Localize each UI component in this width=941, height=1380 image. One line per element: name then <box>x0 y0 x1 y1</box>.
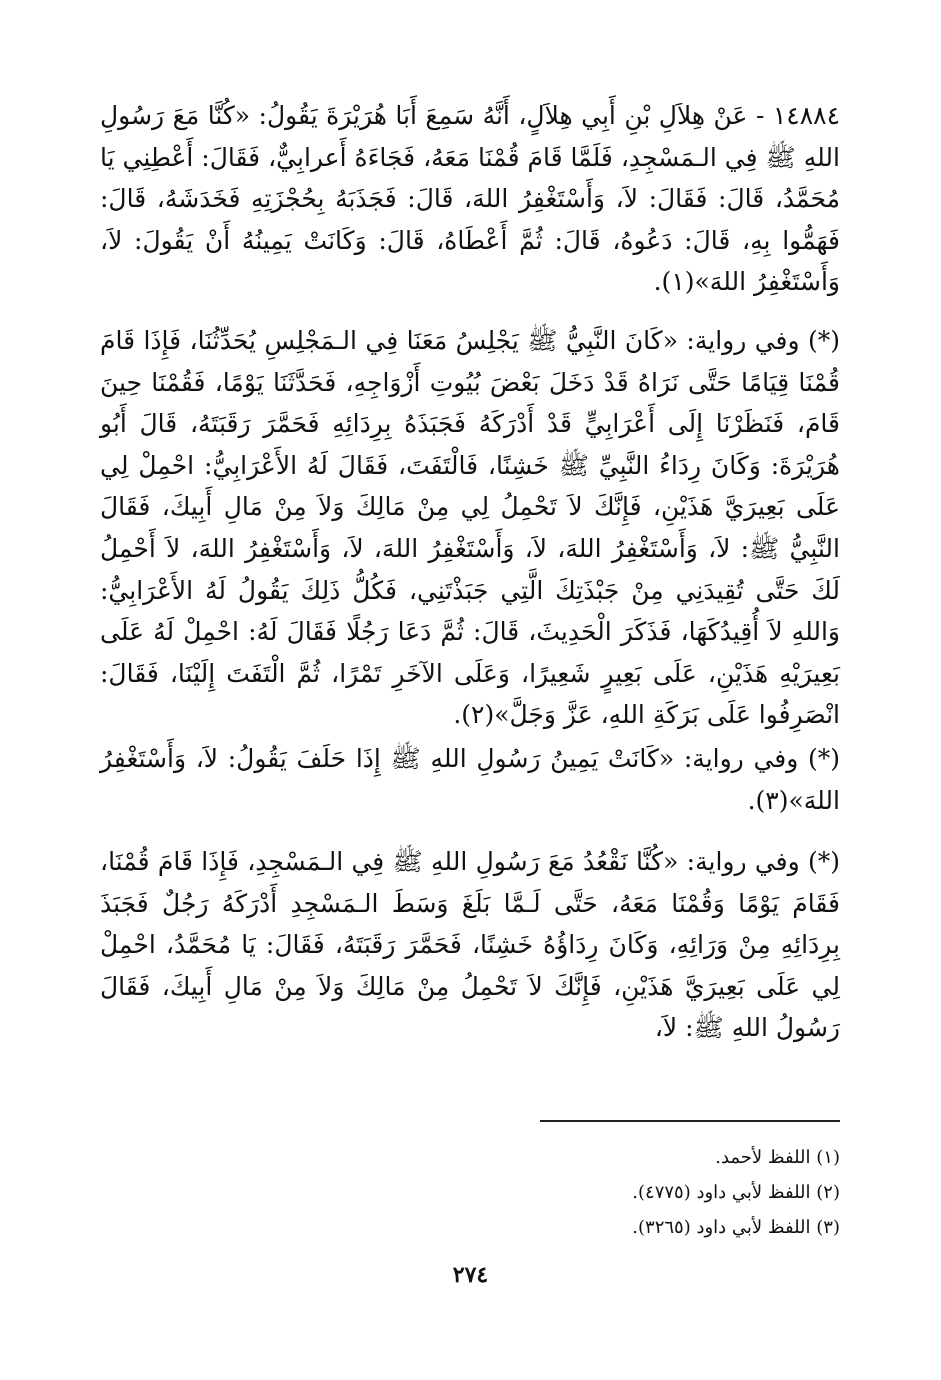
footnote-item: (١) اللفظ لأحمد. <box>715 1147 840 1168</box>
footnotes <box>140 1140 840 1245</box>
footnote-divider <box>540 1120 840 1122</box>
footnote-item: (٣) اللفظ لأبي داود (٣٢٦٥). <box>632 1217 840 1238</box>
narration-paragraph: (*) وفي رواية: «كُنَّا نَقْعُدُ مَعَ رَسُولِ اللهِ ﷺ فِي الـمَسْجِدِ، فَإِذَا قَامَ قُمْنَا، فَقَامَ يَوْمًا وَقُمْنَا مَعَهُ، حَتَّى لَـمَّا بَلَغَ وَسَطَ الـمَسْجِدِ أَدْرَكَهُ رَجُلٌ فَجَبَذَ بِرِدَائِهِ مِنْ وَرَائِهِ، وَكَانَ رِدَاؤُهُ خَشِنًا، فَحَمَّرَ رَقَبَتَهُ، فَقَالَ: يَا مُحَمَّدُ، احْمِلْ لِي عَلَى بَعِيرَيَّ هَذَيْنِ، فَإِنَّكَ لاَ تَحْمِلُ مِنْ مَالِكَ وَلاَ مِنْ مَالِ أَبِيكَ، فَقَالَ رَسُولُ اللهِ ﷺ: لاَ، <box>100 847 840 1043</box>
hadith-paragraph-main: ١٤٨٨٤ - عَنْ هِلاَلِ بْنِ أَبِي هِلاَلٍ، أَنَّهُ سَمِعَ أَبَا هُرَيْرَةَ يَقُولُ: «كُنَّا مَعَ رَسُولِ اللهِ ﷺ فِي الـمَسْجِدِ، فَلَمَّا قَامَ قُمْنَا مَعَهُ، فَجَاءَهُ أَعرابِيٌّ، فَقَالَ: أَعْطِنِي يَا مُحَمَّدُ، قَالَ: فَقَالَ: لاَ، وَأَسْتَغْفِرُ اللهَ، قَالَ: فَجَذَبَهُ بِحُجْزَتِهِ فَخَدَشَهُ، قَالَ: فَهَمُّوا بِهِ، قَالَ: دَعُوهُ، قَالَ: ثُمَّ أَعْطَاهُ، قَالَ: وَكَانَتْ يَمِينُهُ أَنْ يَقُولَ: لاَ، وَأَسْتَغْفِرُ اللهَ»(١). <box>100 101 840 297</box>
narration-paragraph: (*) وفي رواية: «كَانَتْ يَمِينُ رَسُولِ اللهِ ﷺ إِذَا حَلَفَ يَقُولُ: لاَ، وَأَسْتَغْفِرُ اللهَ»(٣). <box>100 743 840 815</box>
page-body <box>100 95 840 1049</box>
narration-paragraph: (*) وفي رواية: «كَانَ النَّبِيُّ ﷺ يَجْلِسُ مَعَنَا فِي الـمَجْلِسِ يُحَدِّثُنَا، فَإِذَا قَامَ قُمْنَا قِيَامًا حَتَّى نَرَاهُ قَدْ دَخَلَ بَعْضَ بُيُوتِ أَزْوَاجِهِ، فَحَدَّثَنَا يَوْمًا، فَقُمْنَا حِينَ قَامَ، فَنَظَرْنَا إِلَى أَعْرَابِيٍّ قَدْ أَدْرَكَهُ فَجَبَذَهُ بِرِدَائِهِ فَحَمَّرَ رَقَبَتَهُ، قَالَ أَبُو هُرَيْرَةَ: وَكَانَ رِدَاءُ النَّبِيِّ ﷺ خَشِنًا، فَالْتَفَتَ، فَقَالَ لَهُ الأَعْرَابِيُّ: احْمِلْ لِي عَلَى بَعِيرَيَّ هَذَيْنِ، فَإِنَّكَ لاَ تَحْمِلُ لِي مِنْ مَالِكَ وَلاَ مِنْ مَالِ أَبِيكَ، فَقَالَ النَّبِيُّ ﷺ: لاَ، وَأَسْتَغْفِرُ اللهَ، لاَ، وَأَسْتَغْفِرُ اللهَ، لاَ، وَأَسْتَغْفِرُ اللهَ، لاَ أَحْمِلُ لَكَ حَتَّى تُقِيدَنِي مِنْ جَبْذَتِكَ الَّتِي جَبَذْتَنِي، فَكُلُّ ذَلِكَ يَقُولُ لَهُ الأَعْرَابِيُّ: وَاللهِ لاَ أُقِيدُكَهَا، فَذَكَرَ الْحَدِيثَ، قَالَ: ثُمَّ دَعَا رَجُلًا فَقَالَ لَهُ: احْمِلْ لَهُ عَلَى بَعِيرَيْهِ هَذَيْنِ، عَلَى بَعِيرٍ شَعِيرًا، وَعَلَى الآخَرِ تَمْرًا، ثُمَّ الْتَفَتَ إِلَيْنَا، فَقَالَ: انْصَرِفُوا عَلَى بَرَكَةِ اللهِ، عَزَّ وَجَلَّ»(٢). <box>100 325 840 730</box>
page-number: ٢٧٤ <box>452 1262 489 1288</box>
footnote-item: (٢) اللفظ لأبي داود (٤٧٧٥). <box>632 1182 840 1203</box>
